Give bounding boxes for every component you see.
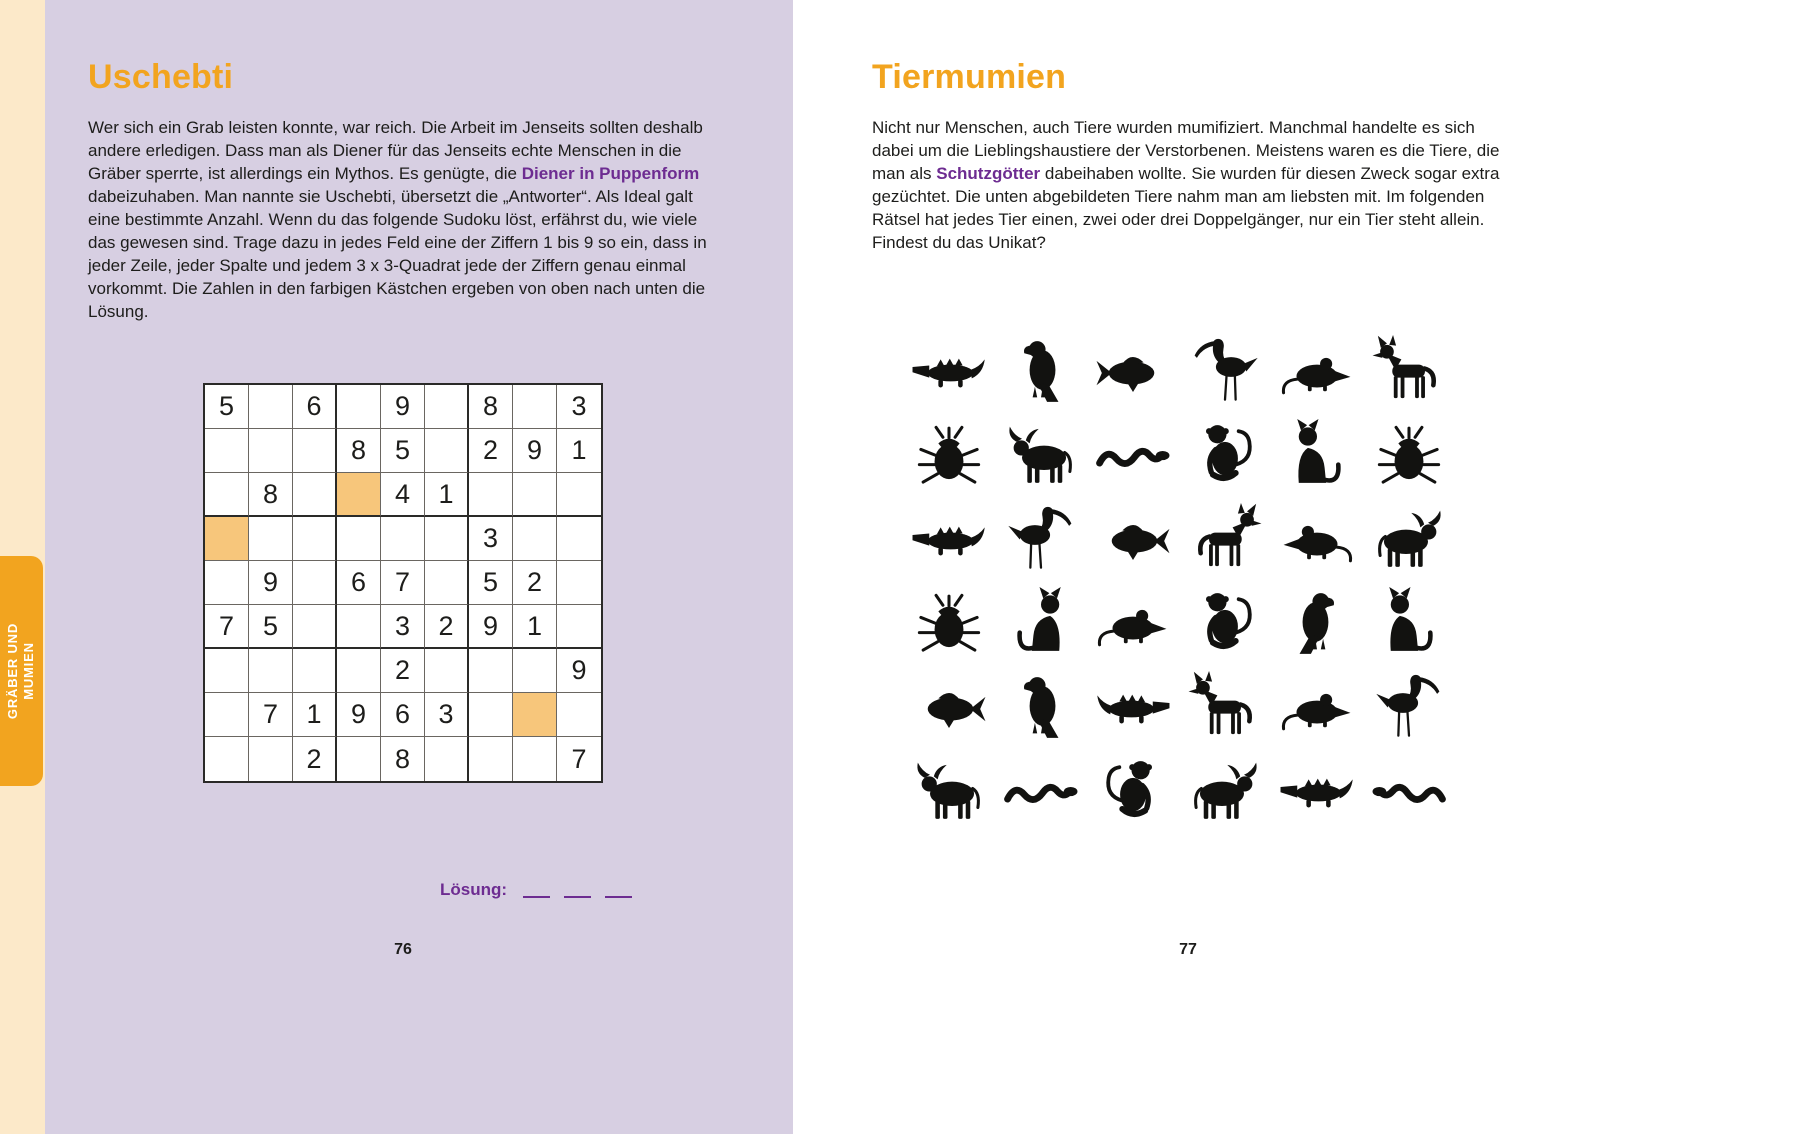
sudoku-cell [513, 737, 557, 781]
fish-icon [1087, 496, 1179, 580]
crocodile-icon [1087, 664, 1179, 748]
right-paragraph [872, 116, 1504, 254]
paragraph-text: Nicht nur Menschen, auch Tiere wurden mumifiziert. Manchmal handelte es sich dabei um die Lieblingshaustiere der Verstorbenen. Meistens waren es die Tiere, die man als [872, 118, 1500, 183]
sudoku-grid [203, 383, 603, 783]
bull-icon [995, 412, 1087, 496]
sudoku-cell: 3 [381, 605, 425, 649]
sudoku-cell [469, 737, 513, 781]
sudoku-cell: 9 [469, 605, 513, 649]
dog-icon [1179, 496, 1271, 580]
sudoku-cell: 8 [469, 385, 513, 429]
sudoku-cell: 7 [249, 693, 293, 737]
sudoku-cell [337, 385, 381, 429]
sudoku-cell [293, 517, 337, 561]
sudoku-cell: 7 [205, 605, 249, 649]
sudoku-cell: 7 [571, 743, 587, 774]
falcon-icon [1271, 580, 1363, 664]
sudoku-cell: 1 [513, 605, 557, 649]
ibis-icon [1363, 664, 1455, 748]
sudoku-cell: 1 [557, 429, 601, 473]
bull-icon [903, 748, 995, 832]
sudoku-cell: 8 [337, 429, 381, 473]
sudoku-cell [557, 473, 601, 517]
sudoku-cell [205, 737, 249, 781]
dog-icon [1363, 328, 1455, 412]
sudoku-cell: 9 [381, 385, 425, 429]
sudoku-cell: 7 [381, 561, 425, 605]
crocodile-icon [903, 496, 995, 580]
sudoku-cell [249, 517, 293, 561]
chapter-tab[interactable] [0, 556, 43, 786]
sudoku-cell [513, 385, 557, 429]
sudoku-cell: 2 [381, 649, 425, 693]
sudoku-cell [337, 517, 381, 561]
left-page [45, 0, 793, 1134]
mouse-icon [1271, 328, 1363, 412]
sudoku-cell: 9 [557, 649, 601, 693]
bull-icon [1363, 496, 1455, 580]
sudoku-cell [205, 517, 249, 561]
sudoku-cell: 8 [249, 473, 293, 517]
sudoku-cell [249, 737, 293, 781]
cat-icon [1363, 580, 1455, 664]
sudoku-cell [513, 473, 557, 517]
paragraph-text: dabeihaben wollte. Sie wurden für diesen Zweck sogar extra gezüchtet. Die unten abgebildeten Tiere nahm man am liebsten mit. Im folgenden Rätsel hat jedes Tier einen, zwei oder drei Doppelgänger, nur ein Tier steht allein. Findest du das Unikat? [872, 164, 1500, 252]
monkey-icon [1087, 748, 1179, 832]
mouse-icon [1271, 664, 1363, 748]
sudoku-cell: 5 [249, 605, 293, 649]
sudoku-cell: 3 [425, 693, 469, 737]
sudoku-cell [293, 473, 337, 517]
fish-icon [903, 664, 995, 748]
cat-icon [1271, 412, 1363, 496]
fish-icon [1087, 328, 1179, 412]
sudoku-cell: 8 [381, 737, 425, 781]
chapter-tab-line2: MUMIEN [21, 642, 37, 700]
sudoku-cell [205, 473, 249, 517]
ibis-icon [995, 496, 1087, 580]
sudoku-cell: 5 [469, 561, 513, 605]
sudoku-cell [469, 649, 513, 693]
sudoku-cell [249, 385, 293, 429]
sudoku-cell [425, 429, 469, 473]
snake-icon [995, 748, 1087, 832]
sudoku-cell [293, 605, 337, 649]
sudoku-cell [513, 649, 557, 693]
sudoku-cell [425, 649, 469, 693]
sudoku-cell [293, 429, 337, 473]
mouse-icon [1271, 496, 1363, 580]
highlighted-term: Schutzgötter [936, 164, 1041, 183]
sudoku-cell [557, 517, 601, 561]
solution-blank-line [564, 885, 591, 898]
right-page [793, 0, 1814, 1134]
sudoku-cell [469, 693, 513, 737]
sudoku-cell: 6 [381, 693, 425, 737]
falcon-icon [995, 328, 1087, 412]
sudoku-cell: 1 [425, 473, 469, 517]
sudoku-cell [425, 561, 469, 605]
snake-icon [1087, 412, 1179, 496]
sudoku-cell [337, 605, 381, 649]
left-page-title: Uschebti [88, 58, 234, 96]
sudoku-cell [425, 737, 469, 781]
snake-icon [1363, 748, 1455, 832]
left-page-number: 76 [394, 941, 412, 958]
solution-blank-line [523, 885, 550, 898]
sudoku-cell: 9 [249, 561, 293, 605]
sudoku-cell [513, 693, 557, 737]
sudoku-cell: 2 [469, 429, 513, 473]
right-page-title: Tiermumien [872, 58, 1067, 96]
solution-blanks [523, 885, 632, 900]
right-page-number: 77 [1179, 941, 1197, 958]
bull-icon [1179, 748, 1271, 832]
sudoku-cell: 9 [513, 429, 557, 473]
sudoku-cell [381, 517, 425, 561]
solution-blank-line [605, 885, 632, 898]
sudoku-cell: 5 [381, 429, 425, 473]
sudoku-cell [205, 429, 249, 473]
paragraph-text: Wer sich ein Grab leisten konnte, war reich. Die Arbeit im Jenseits sollten deshalb andere erledigen. Dass man als Diener für das Jenseits echte Menschen in die Gräber sperrte, ist allerdings ein Mythos. Es genügte, die [88, 118, 703, 183]
sudoku-cell [293, 649, 337, 693]
sudoku-cell: 9 [337, 693, 381, 737]
scarab-icon [1363, 412, 1455, 496]
monkey-icon [1179, 580, 1271, 664]
sudoku-cell: 6 [337, 561, 381, 605]
sudoku-cell [205, 693, 249, 737]
sudoku-cell: 1 [293, 693, 337, 737]
sudoku-cell [425, 517, 469, 561]
highlighted-term: Diener in Puppenform [521, 164, 700, 183]
sudoku-cell [557, 561, 601, 605]
scarab-icon [903, 580, 995, 664]
sudoku-cell [469, 473, 513, 517]
solution-label: Lösung: [440, 880, 508, 899]
sudoku-cell: 3 [557, 385, 601, 429]
sudoku-cell [205, 649, 249, 693]
left-paragraph [88, 116, 724, 323]
dog-icon [1179, 664, 1271, 748]
sudoku-cell [293, 561, 337, 605]
sudoku-cell [513, 517, 557, 561]
ibis-icon [1179, 328, 1271, 412]
scarab-icon [903, 412, 995, 496]
sudoku-cell [205, 561, 249, 605]
sudoku-cell [249, 649, 293, 693]
sudoku-cell [557, 605, 601, 649]
sudoku-cell: 5 [205, 385, 249, 429]
crocodile-icon [903, 328, 995, 412]
sudoku-cell: 6 [293, 385, 337, 429]
paragraph-text: dabeizuhaben. Man nannte sie Uschebti, übersetzt die „Antworter“. Als Ideal galt eine bestimmte Anzahl. Wenn du das folgende Sudoku löst, erfährst du, wie viele das gewesen sind. Trage dazu in jedes Feld eine der Ziffern 1 bis 9 so ein, dass in jeder Zeile, jeder Spalte und jedem 3 x 3-Quadrat jede der Ziffern genau einmal vorkommt. Die Zahlen in den farbigen Kästchen ergeben von oben nach unten die Lösung. [88, 187, 707, 321]
falcon-icon [995, 664, 1087, 748]
sudoku-cell [249, 429, 293, 473]
mouse-icon [1087, 580, 1179, 664]
chapter-tab-label [6, 623, 38, 719]
solution-row [440, 880, 632, 900]
sudoku-cell: 2 [425, 605, 469, 649]
sudoku-cell: 2 [293, 737, 337, 781]
sudoku-cell: 3 [469, 517, 513, 561]
sudoku-cell [337, 649, 381, 693]
animal-grid [903, 328, 1455, 832]
monkey-icon [1179, 412, 1271, 496]
sudoku-cell [425, 385, 469, 429]
sudoku-cell: 2 [513, 561, 557, 605]
sudoku-cell [337, 737, 381, 781]
chapter-tab-line1: GRÄBER UND [5, 622, 21, 720]
sudoku-cell [557, 693, 601, 737]
sudoku-cell [337, 473, 381, 517]
sudoku-cell: 4 [381, 473, 425, 517]
cat-icon [995, 580, 1087, 664]
crocodile-icon [1271, 748, 1363, 832]
